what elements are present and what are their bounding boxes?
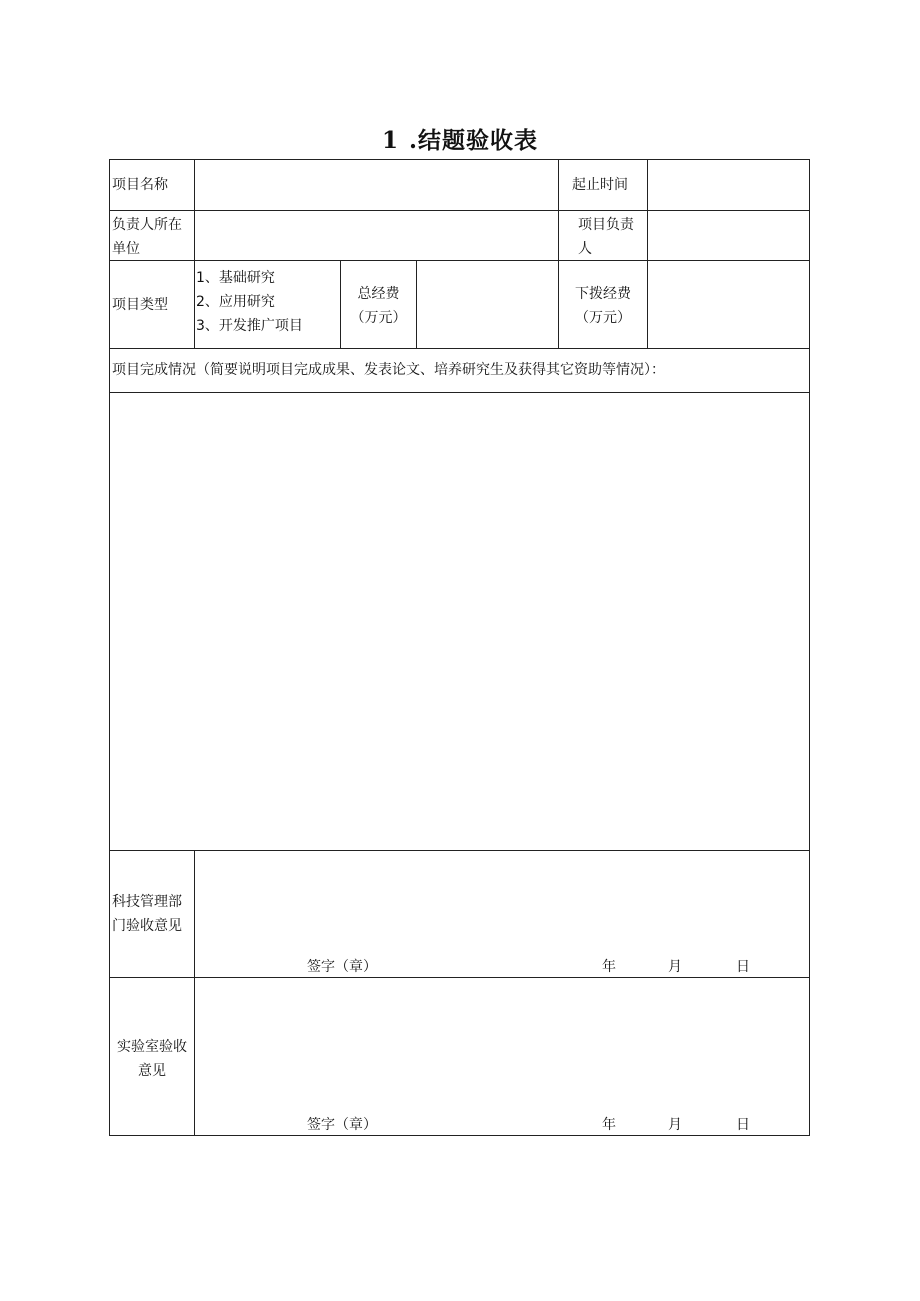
lab-label-line2: 意见 (138, 1063, 166, 1079)
total-fund-label (341, 282, 416, 330)
lab-year-label: 年 (602, 1117, 616, 1133)
allocated-fund-label (559, 282, 647, 330)
col-divider (194, 850, 195, 1136)
row-divider (110, 210, 810, 211)
tech-dept-year-label: 年 (602, 959, 616, 975)
unit-label-line1: 负责人所在 (112, 217, 182, 233)
project-name-field[interactable] (196, 162, 556, 208)
allocated-fund-unit: （万元） (575, 310, 631, 326)
completion-content-field[interactable] (112, 394, 807, 848)
allocated-fund-title: 下拨经费 (575, 286, 631, 302)
row-divider (110, 850, 810, 851)
title-number: 1 (381, 127, 399, 154)
completion-label: 项目完成情况（简要说明项目完成成果、发表论文、培养研究生及获得其它资助等情况）： (112, 362, 665, 378)
start-end-time-field[interactable] (649, 162, 807, 208)
col-divider (416, 260, 417, 348)
title-text: .结题验收表 (409, 127, 539, 154)
tech-dept-review-field[interactable] (196, 852, 807, 952)
lab-review-field[interactable] (196, 979, 807, 1109)
lab-month-label: 月 (668, 1117, 682, 1133)
tech-dept-day-label: 日 (736, 959, 750, 975)
tech-dept-label-line2: 门验收意见 (112, 918, 182, 934)
leader-field[interactable] (649, 212, 807, 258)
lab-label-line1: 实验室验收 (117, 1039, 187, 1055)
tech-dept-signature-label: 签字（章） (307, 959, 377, 975)
row-divider (110, 260, 810, 261)
type-option-applied[interactable]: 2、应用研究 (196, 294, 275, 310)
type-option-development[interactable]: 3、开发推广项目 (196, 318, 303, 334)
row-divider (110, 977, 810, 978)
leader-label-line2: 人 (578, 241, 592, 257)
unit-label (112, 213, 182, 261)
project-type-label: 项目类型 (112, 297, 168, 313)
start-end-time-label: 起止时间 (572, 177, 628, 193)
row-divider (110, 348, 810, 349)
total-fund-field[interactable] (418, 262, 556, 346)
unit-field[interactable] (196, 212, 556, 258)
project-type-options (196, 266, 303, 338)
tech-dept-month-label: 月 (668, 959, 682, 975)
leader-label-line1: 项目负责 (578, 217, 634, 233)
lab-day-label: 日 (736, 1117, 750, 1133)
col-divider (647, 160, 648, 348)
total-fund-title: 总经费 (357, 286, 400, 302)
col-divider (194, 160, 195, 348)
unit-label-line2: 单位 (112, 241, 140, 257)
page-title (0, 122, 920, 155)
lab-review-label (110, 1035, 194, 1083)
type-option-basic[interactable]: 1、基础研究 (196, 270, 275, 286)
leader-label (578, 213, 634, 261)
lab-signature-label: 签字（章） (307, 1117, 377, 1133)
acceptance-form-table (109, 159, 810, 1136)
total-fund-unit: （万元） (350, 310, 407, 326)
allocated-fund-field[interactable] (649, 262, 807, 346)
tech-dept-review-label (112, 890, 182, 938)
tech-dept-label-line1: 科技管理部 (112, 894, 182, 910)
project-name-label: 项目名称 (112, 177, 168, 193)
row-divider (110, 392, 810, 393)
